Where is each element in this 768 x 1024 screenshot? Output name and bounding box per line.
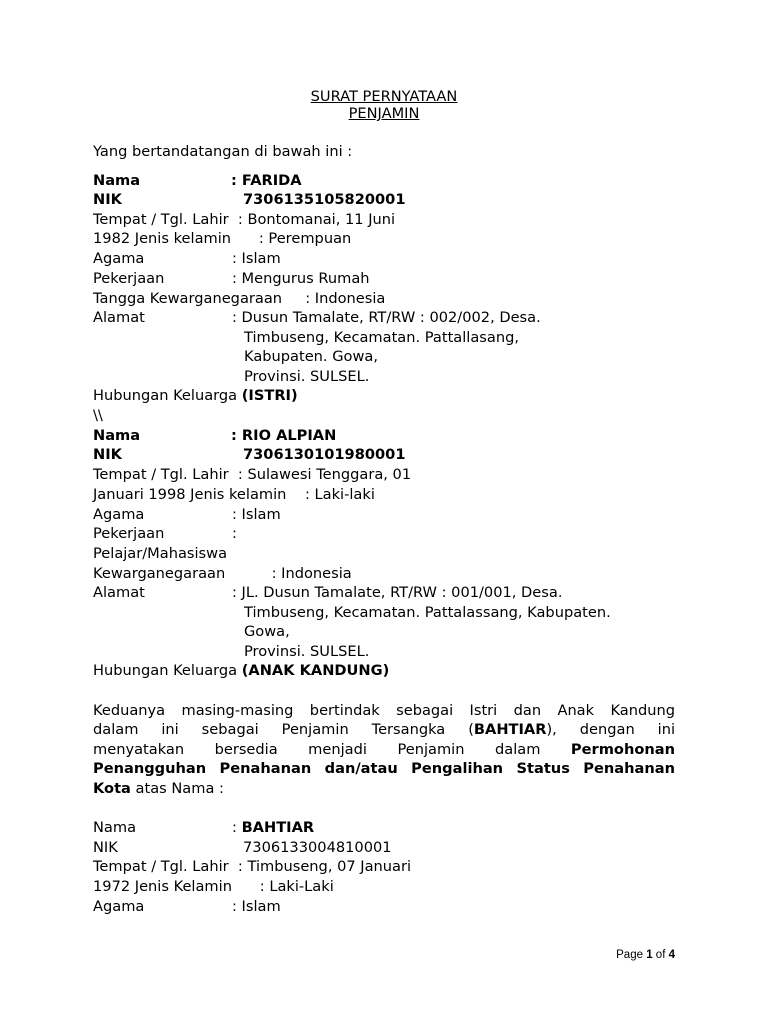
para-line-2 (93, 720, 675, 740)
p2-kewarganegaraan: Kewarganegaraan : Indonesia (93, 565, 352, 582)
p1-alamat-line-1: : Dusun Tamalate, RT/RW : 002/002, Desa. (232, 309, 541, 326)
p2-alamat-line-2: Timbuseng, Kecamatan. Pattalassang, Kabupaten. (244, 604, 611, 621)
p1-alamat-line-2: Timbuseng, Kecamatan. Pattallasang, (244, 329, 519, 346)
p2-alamat-label: Alamat (93, 584, 145, 601)
para-line-3a: menyatakan bersedia menjadi Penjamin dalam (93, 741, 571, 758)
p2-hubungan (93, 661, 389, 681)
p1-pekerjaan-label: Pekerjaan (93, 270, 165, 287)
p1-hubungan (93, 386, 298, 406)
p2-alamat-line-3: Gowa, (244, 623, 290, 640)
title-line-1: SURAT PERNYATAAN (310, 88, 458, 105)
p1-nik-label: NIK (93, 191, 122, 208)
p1-ttl-line-a: Tempat / Tgl. Lahir : Bontomanai, 11 Juni (93, 211, 396, 228)
p3-ttl-line-a: Tempat / Tgl. Lahir : Timbuseng, 07 Januari (93, 858, 412, 875)
p2-nama-label: Nama (93, 427, 141, 444)
para-line-5b: atas Nama : (130, 780, 224, 797)
separator-mark: \\ (93, 407, 103, 424)
p2-alamat-line-4: Provinsi. SULSEL. (244, 643, 370, 660)
suspect-name-inline: BAHTIAR (473, 721, 547, 738)
title-line-2: PENJAMIN (348, 105, 420, 122)
p3-nik-label: NIK (93, 839, 118, 856)
p1-alamat-label: Alamat (93, 309, 145, 326)
p2-pekerjaan-continued: Pelajar/Mahasiswa (93, 545, 228, 562)
p2-alamat-line-1: : JL. Dusun Tamalate, RT/RW : 001/001, Desa. (232, 584, 563, 601)
p1-agama-label: Agama (93, 250, 145, 267)
para-line-1: Keduanya masing-masing bertindak sebagai Istri dan Anak Kandung (93, 702, 675, 719)
p3-nama-label: Nama (93, 819, 137, 836)
p2-nik-value: 7306130101980001 (243, 446, 406, 463)
para-line-5 (93, 779, 675, 799)
page-footer (616, 948, 675, 962)
p2-nik-label: NIK (93, 446, 122, 463)
p2-ttl-line-b: Januari 1998 Jenis kelamin : Laki-laki (93, 486, 375, 503)
footer-page-word: Page (616, 949, 647, 961)
p1-pekerjaan-value: : Mengurus Rumah (232, 270, 370, 287)
p2-hubungan-value: (ANAK KANDUNG) (241, 662, 390, 679)
p3-ttl-line-b: 1972 Jenis Kelamin : Laki-Laki (93, 878, 334, 895)
footer-page-number: 1 (646, 949, 653, 961)
p1-alamat-line-3: Kabupaten. Gowa, (244, 348, 378, 365)
p1-nama-label: Nama (93, 172, 141, 189)
para-line-3b: Permohonan (570, 741, 675, 758)
p1-nama-value: : FARIDA (231, 172, 302, 189)
p1-nik-value: 7306135105820001 (243, 191, 406, 208)
p2-ttl-line-a: Tempat / Tgl. Lahir : Sulawesi Tenggara, 01 (93, 466, 412, 483)
p2-agama-label: Agama (93, 506, 145, 523)
para-line-2c: ), dengan ini (546, 721, 676, 738)
p1-kewarganegaraan: Tangga Kewarganegaraan : Indonesia (93, 290, 386, 307)
para-line-4: Penangguhan Penahanan dan/atau Pengalihan Status Penahanan (93, 760, 675, 777)
p3-agama-label: Agama (93, 898, 145, 915)
p2-agama-value: : Islam (232, 506, 281, 523)
footer-of-word: of (652, 949, 669, 961)
intro-text: Yang bertandatangan di bawah ini : (93, 143, 353, 160)
p3-nama-value: BAHTIAR (241, 819, 315, 836)
p1-agama-value: : Islam (232, 250, 281, 267)
p1-hubungan-label: Hubungan Keluarga (93, 387, 242, 404)
para-line-2a: dalam ini sebagai Penjamin Tersangka ( (93, 721, 474, 738)
para-line-5a: Kota (93, 780, 131, 797)
p3-nik-value: 7306133004810001 (243, 839, 392, 856)
p2-nama-value: : RIO ALPIAN (231, 427, 337, 444)
p1-hubungan-value: (ISTRI) (241, 387, 298, 404)
p1-ttl-line-b: 1982 Jenis kelamin : Perempuan (93, 230, 352, 247)
para-line-3 (93, 740, 675, 760)
p3-nama (232, 818, 314, 838)
p2-pekerjaan-value: : (232, 525, 237, 542)
footer-page-total: 4 (668, 949, 675, 961)
p2-pekerjaan-label: Pekerjaan (93, 525, 165, 542)
p3-nama-colon: : (232, 819, 242, 836)
p3-agama-value: : Islam (232, 898, 281, 915)
p1-alamat-line-4: Provinsi. SULSEL. (244, 368, 370, 385)
p2-hubungan-label: Hubungan Keluarga (93, 662, 242, 679)
